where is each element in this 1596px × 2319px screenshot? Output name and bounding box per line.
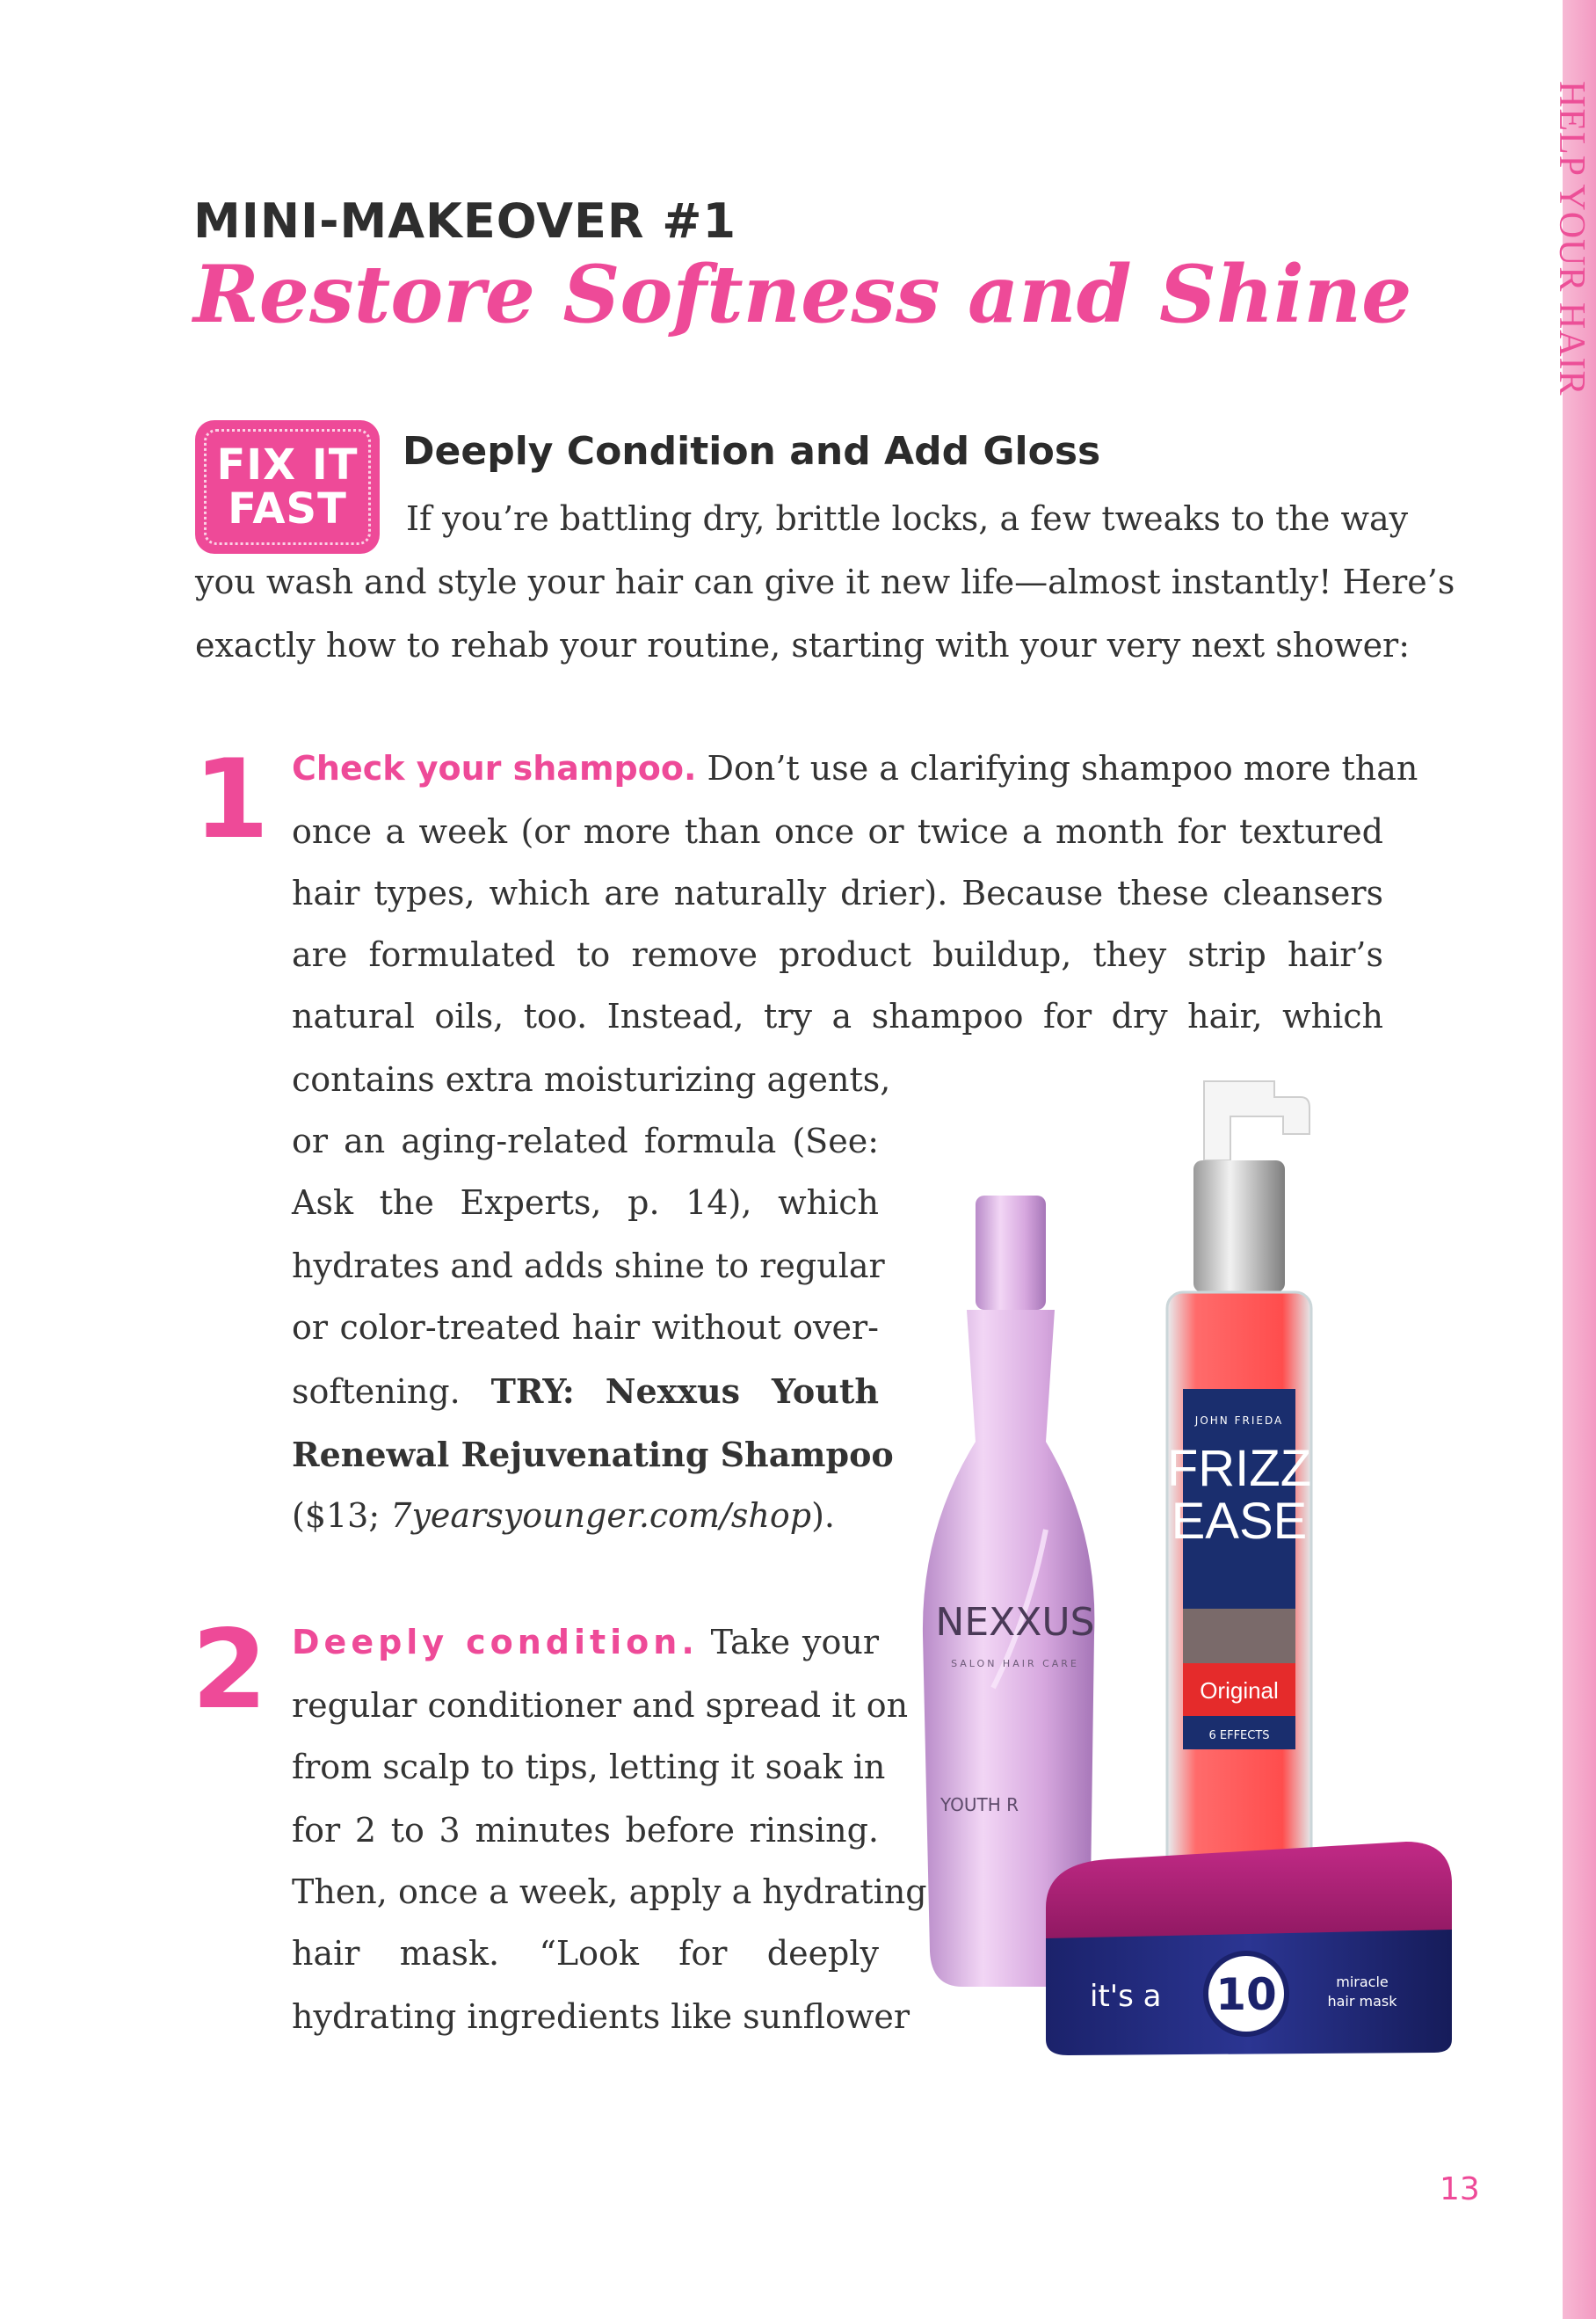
step-1-product-line-2: Renewal Rejuvenating Shampoo	[292, 1435, 894, 1474]
step-1-line-5: contains extra moisturizing agents,	[292, 1060, 891, 1099]
step-1-line-7: Ask the Experts, p. 14), which	[292, 1183, 879, 1222]
step-1-line-8: hydrates and adds shine to regular	[292, 1247, 885, 1285]
page-title: Restore Softness and Shine	[193, 248, 1412, 341]
step-1-product-line-1: Nexxus Youth	[605, 1371, 879, 1411]
step-1-lead: Check your shampoo.	[292, 749, 697, 788]
nexxus-brand-label: NEXXUS	[935, 1600, 1095, 1645]
step-number-2: 2	[192, 1607, 268, 1734]
product-photo	[914, 1072, 1476, 2057]
step-1-price: ($13;	[292, 1496, 381, 1535]
jar-desc-2: hair mask	[1327, 1993, 1397, 2010]
page-number: 13	[1440, 2171, 1480, 2207]
section-subhead: Deeply Condition and Add Gloss	[403, 429, 1101, 474]
step-2-line-3: for 2 to 3 minutes before rinsing.	[292, 1811, 879, 1850]
step-2-line-0	[292, 1623, 879, 1661]
step-1-url-link[interactable]: 7yearsyounger.com/shop	[390, 1496, 812, 1535]
step-1-line-9: or color-treated hair without over-	[292, 1308, 879, 1347]
nexxus-sub-label: SALON HAIR CARE	[951, 1658, 1079, 1669]
step-2-line-5: hair mask. “Look for deeply	[292, 1934, 879, 1973]
serum-name-2: EASE	[1171, 1493, 1308, 1550]
step-number-1: 1	[193, 737, 270, 863]
badge-line-2: FAST	[228, 484, 347, 534]
step-1-try-line	[292, 1371, 879, 1411]
step-1-try-prefix: softening.	[292, 1372, 461, 1411]
step-2-first-line-rest: Take your	[710, 1623, 879, 1661]
step-1-line-2: hair types, which are naturally drier). Because these cleansers	[292, 874, 1383, 912]
serum-variant-label: Original	[1200, 1677, 1279, 1704]
jar-number-label: 10	[1215, 1969, 1277, 2020]
step-1-line-1: once a week (or more than once or twice a month for textured	[292, 812, 1383, 851]
intro-line-1: If you’re battling dry, brittle locks, a few tweaks to the way	[406, 499, 1409, 538]
kicker-heading: MINI-MAKEOVER #1	[193, 193, 737, 249]
section-side-label: HELP YOUR HAIR	[1551, 81, 1592, 396]
step-2-line-6: hydrating ingredients like sunflower	[292, 1997, 910, 2036]
step-1-line-6: or an aging-related formula (See:	[292, 1122, 879, 1160]
step-1-price-line	[292, 1496, 835, 1535]
step-1-line-4: natural oils, too. Instead, try a shampoo for dry hair, which	[292, 997, 1383, 1036]
intro-line-2: you wash and style your hair can give it new life—almost instantly! Here’s	[195, 563, 1455, 601]
step-1-first-line-rest: Don’t use a clarifying shampoo more than	[707, 749, 1418, 788]
nexxus-bottle	[923, 1196, 1095, 1987]
intro-line-3: exactly how to rehab your routine, starting with your very next shower:	[195, 626, 1411, 665]
step-1-price-close: ).	[811, 1496, 835, 1535]
serum-effects-label: 6 EFFECTS	[1208, 1729, 1270, 1742]
jar-brand-label: it's a	[1090, 1979, 1162, 2014]
frizz-ease-serum	[1167, 1081, 1311, 1969]
step-1-line-3: are formulated to remove product buildup, they strip hair’s	[292, 935, 1383, 974]
step-2-line-2: from scalp to tips, letting it soak in	[292, 1748, 886, 1786]
serum-maker-label: JOHN FRIEDA	[1194, 1414, 1284, 1427]
fix-it-fast-badge	[195, 420, 380, 554]
serum-name-1: FRIZZ	[1166, 1440, 1312, 1497]
step-2-lead: Deeply condition.	[292, 1623, 699, 1661]
step-2-line-4: Then, once a week, apply a hydrating	[292, 1872, 927, 1911]
step-1-try-label: TRY:	[490, 1371, 575, 1411]
badge-line-1: FIX IT	[216, 440, 359, 490]
jar-desc-1: miracle	[1336, 1974, 1389, 1990]
nexxus-line-label: YOUTH R	[940, 1794, 1019, 1815]
its-a-10-hair-mask-jar	[1046, 1842, 1452, 2055]
step-1-line-0	[292, 749, 1418, 788]
step-2-line-1: regular conditioner and spread it on	[292, 1686, 909, 1725]
